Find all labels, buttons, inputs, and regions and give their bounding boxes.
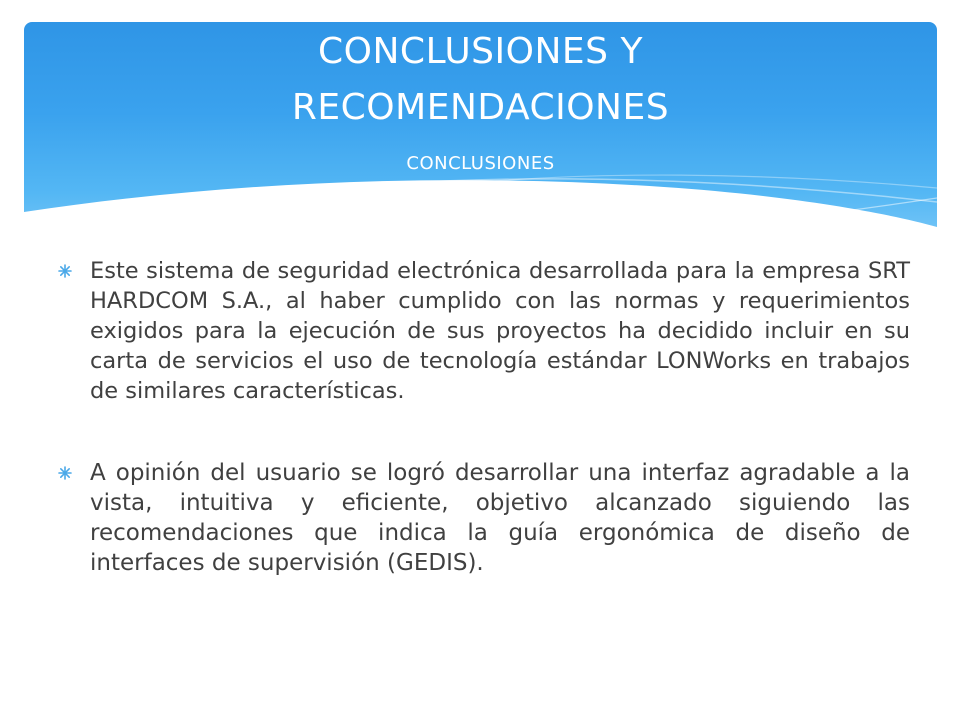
bullet-item [58, 458, 910, 578]
asterisk-bullet-icon [58, 466, 72, 480]
asterisk-bullet-icon [58, 264, 72, 278]
bullet-list [58, 256, 910, 630]
bullet-item [58, 256, 910, 406]
title-line-1: CONCLUSIONES Y [318, 31, 643, 72]
title-line-2: RECOMENDACIONES [291, 87, 670, 128]
bullet-text: Este sistema de seguridad electrónica desarrollada para la empresa SRT HARDCOM S.A., al haber cumplido con las normas y requerimientos exigidos para la ejecución de sus proyectos ha decidido incluir en su carta de servicios el uso de tecnología estándar LONWorks en trabajos de similares características. [90, 258, 910, 404]
slide-title [24, 24, 937, 136]
slide-subtitle: CONCLUSIONES [406, 153, 555, 174]
bullet-text: A opinión del usuario se logró desarrollar una interfaz agradable a la vista, intuitiva y eficiente, objetivo alcanzado siguiendo las recomendaciones que indica la guía ergonómica de diseño de interfaces de supervisión (GEDIS). [90, 460, 910, 576]
